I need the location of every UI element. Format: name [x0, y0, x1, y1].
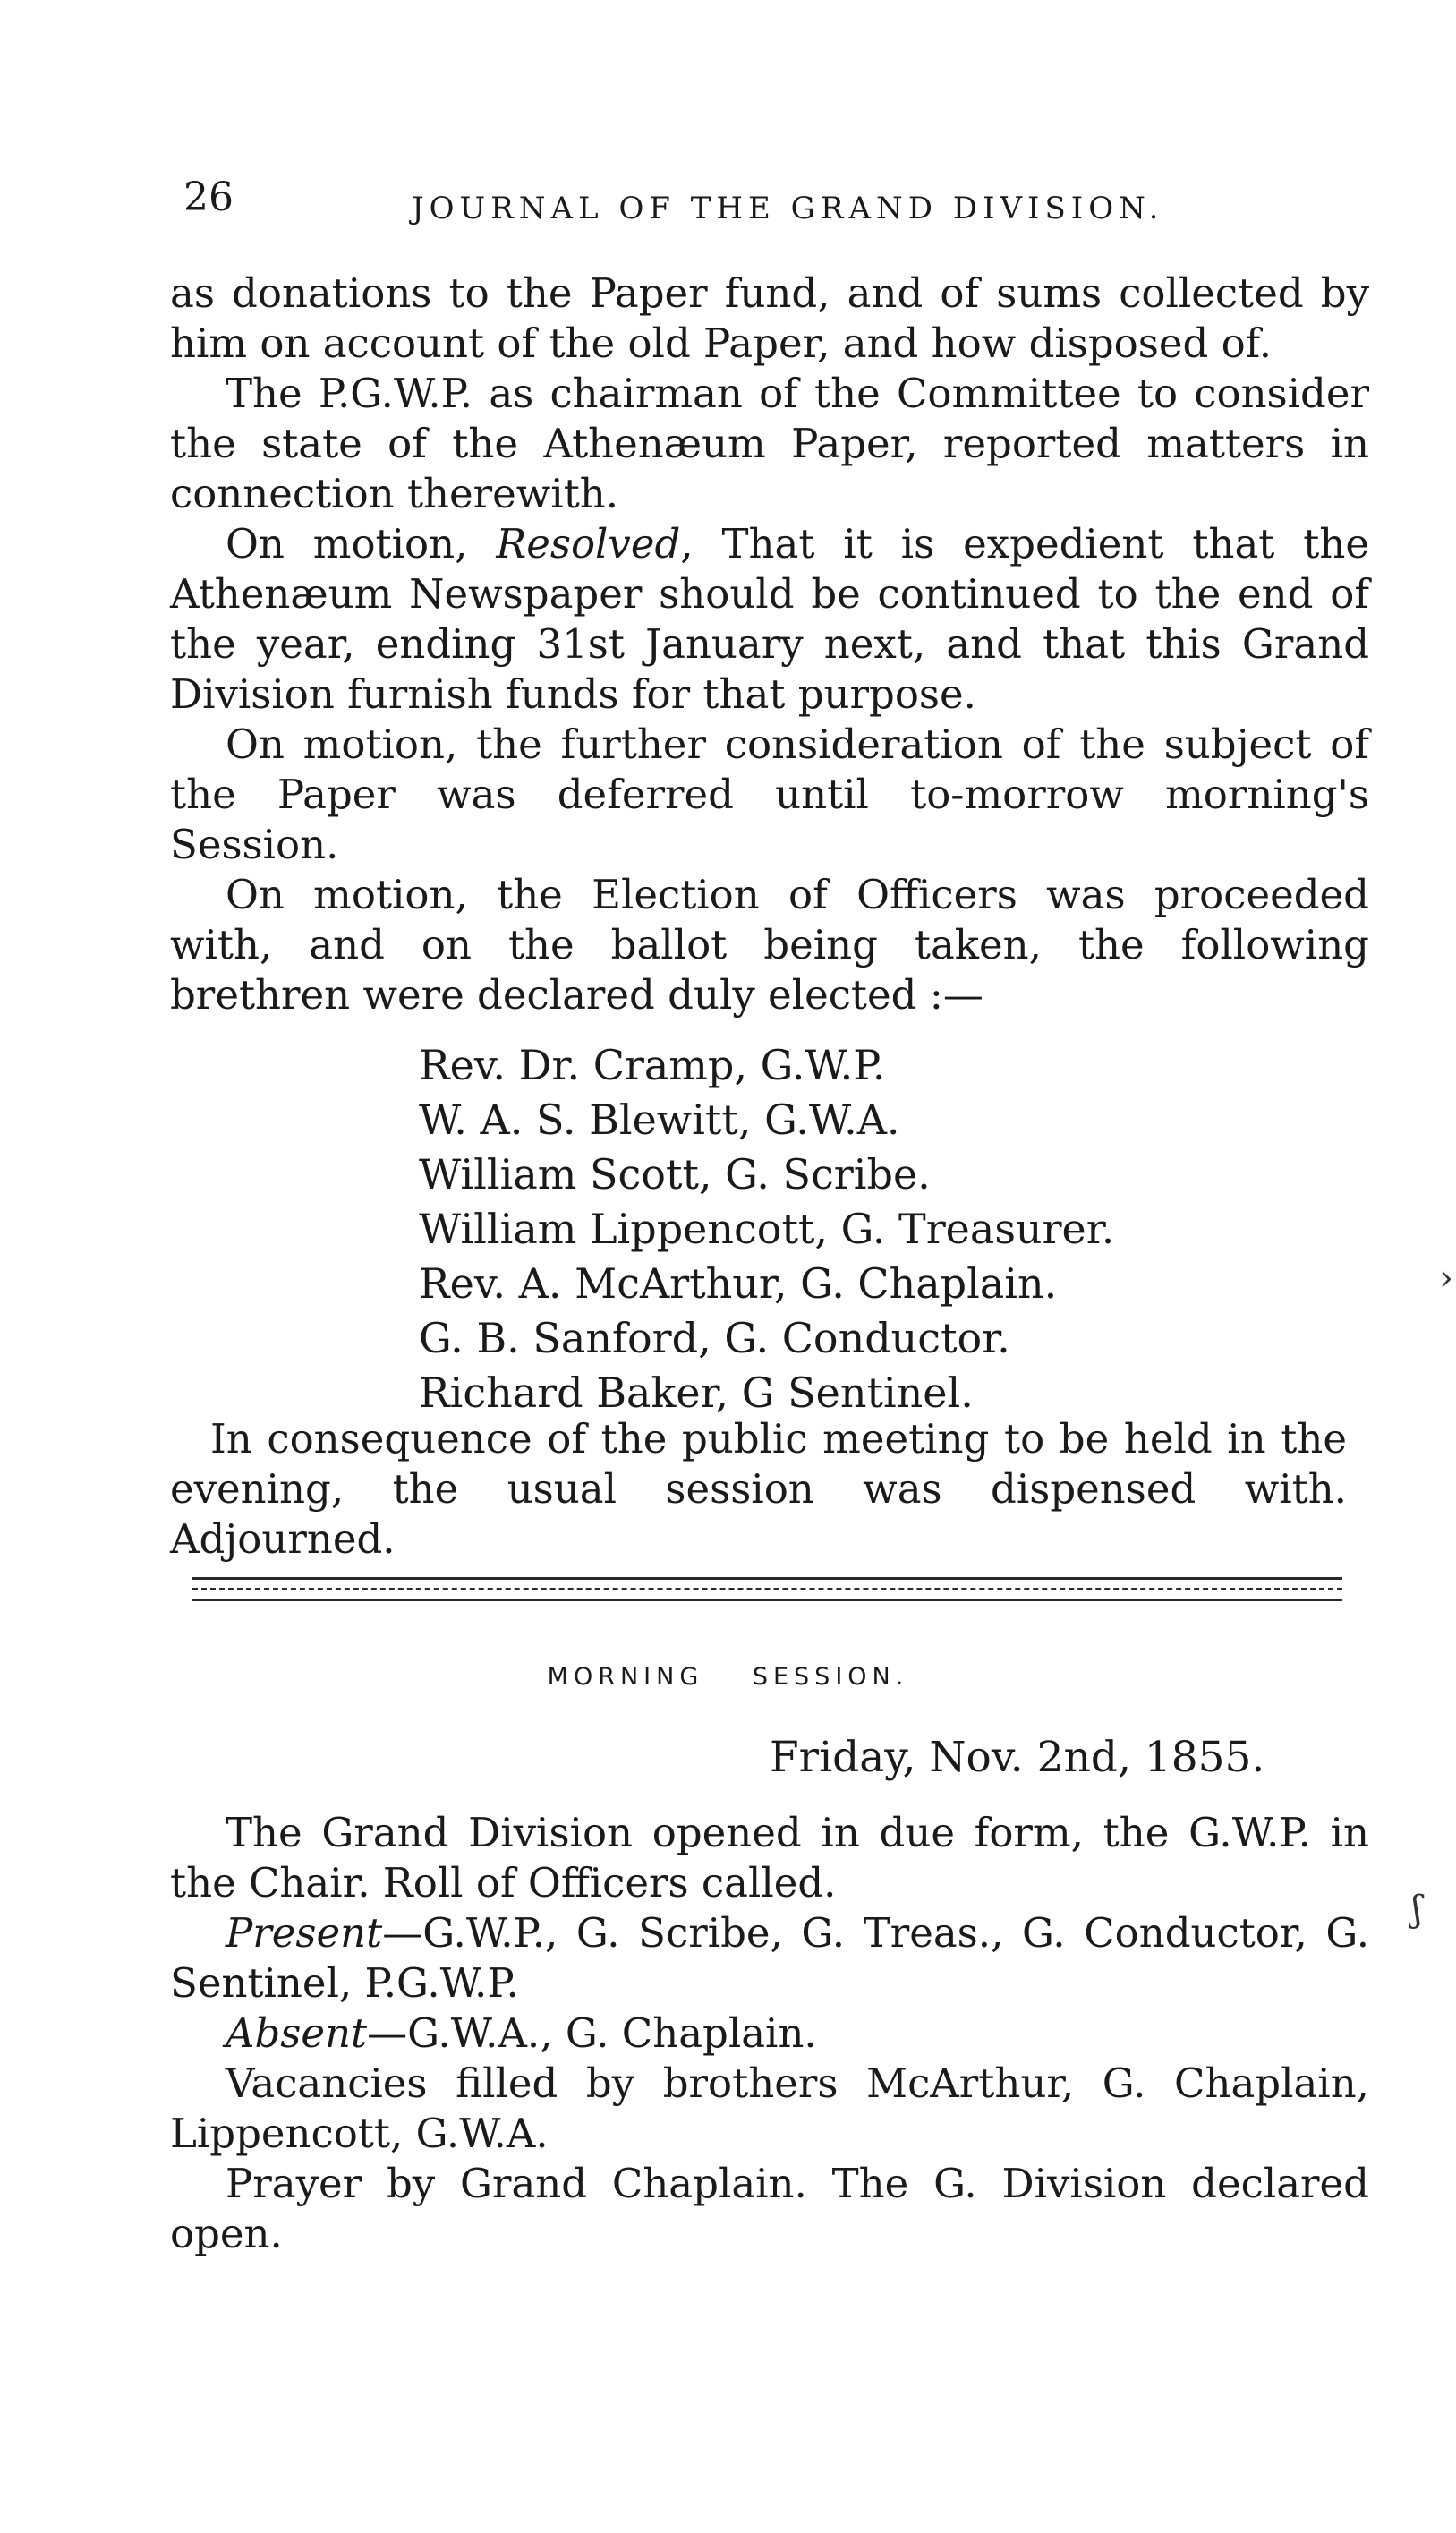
- minutes-text-bottom: [170, 1808, 1369, 2259]
- officer-entry: Rev. Dr. Cramp, G.W.P.: [419, 1041, 886, 1089]
- officer-entry: Rev. A. McArthur, G. Chaplain.: [419, 1259, 1058, 1308]
- section-divider-rule-lower: [192, 1599, 1342, 1601]
- officer-entry: William Scott, G. Scribe.: [419, 1150, 931, 1198]
- minutes-paragraph: [170, 2159, 1369, 2259]
- paragraph-text: —G.W.A., G. Chaplain.: [367, 2009, 817, 2057]
- italic-term: Resolved: [496, 520, 681, 567]
- minutes-paragraph: [170, 269, 1369, 369]
- paragraph-text: —G.W.P., G. Scribe, G. Treas., G. Conductor, G. Sentinel, P.G.W.P.: [170, 1909, 1369, 2007]
- paragraph-text: , That it is expedient that the Athenæum Newspaper should be continued to the end of the year, ending 31st January next, and that this Grand Division furnish funds for that purpose.: [170, 520, 1370, 718]
- officer-entry: W. A. S. Blewitt, G.W.A.: [419, 1096, 900, 1144]
- minutes-paragraph: [170, 2008, 1369, 2059]
- officer-entry: William Lippencott, G. Treasurer.: [419, 1205, 1115, 1253]
- paragraph-text: Vacancies filled by brothers McArthur, G. Chaplain, Lippencott, G.W.A.: [170, 2060, 1369, 2157]
- paragraph-text: The P.G.W.P. as chairman of the Committee to consider the state of the Athenæum Paper, reported matters in connection therewith.: [170, 370, 1369, 517]
- page-number: 26: [183, 175, 234, 220]
- running-head: [183, 175, 1338, 237]
- running-head-title: JOURNAL OF THE GRAND DIVISION.: [412, 191, 1164, 226]
- paragraph-text: On motion,: [226, 520, 497, 567]
- margin-mark: ›: [1439, 1258, 1453, 1299]
- paragraph-text: On motion, the further consideration of the subject of the Paper was deferred until to-morrow morning's Session.: [170, 721, 1369, 868]
- paragraph-text: On motion, the Election of Officers was proceeded with, and on the ballot being taken, the following brethren were declared duly elected :—: [170, 871, 1369, 1019]
- minutes-text-top: [170, 269, 1369, 1020]
- section-divider-rule: [192, 1577, 1342, 1580]
- paragraph-text: Prayer by Grand Chaplain. The G. Division declared open.: [170, 2160, 1369, 2257]
- paragraph-text: The Grand Division opened in due form, the G.W.P. in the Chair. Roll of Officers called.: [170, 1809, 1369, 1906]
- section-divider-rule-dashed: [192, 1588, 1342, 1590]
- minutes-paragraph: [170, 369, 1369, 519]
- minutes-paragraph: [170, 1808, 1369, 1908]
- officer-entry: G. B. Sanford, G. Conductor.: [419, 1314, 1010, 1362]
- session-date: Friday, Nov. 2nd, 1855.: [770, 1733, 1265, 1782]
- section-heading: MORNING SESSION.: [547, 1663, 909, 1691]
- margin-mark: ʃ: [1412, 1889, 1422, 1930]
- minutes-paragraph: [170, 519, 1369, 720]
- minutes-paragraph: [170, 1908, 1369, 2008]
- elected-officers-list: [419, 1038, 1114, 1420]
- italic-term: Present: [226, 1909, 383, 1957]
- adjournment-paragraph: In consequence of the public meeting to be held in the evening, the usual session was dispensed with. Adjourned.: [170, 1415, 1347, 1563]
- italic-term: Absent: [226, 2009, 368, 2057]
- minutes-paragraph: [170, 2059, 1369, 2159]
- minutes-paragraph: [170, 870, 1369, 1020]
- officer-entry: Richard Baker, G Sentinel.: [419, 1369, 974, 1417]
- paragraph-text: as donations to the Paper fund, and of sums collected by him on account of the old Paper, and how disposed of.: [170, 269, 1369, 367]
- minutes-paragraph: [170, 720, 1369, 870]
